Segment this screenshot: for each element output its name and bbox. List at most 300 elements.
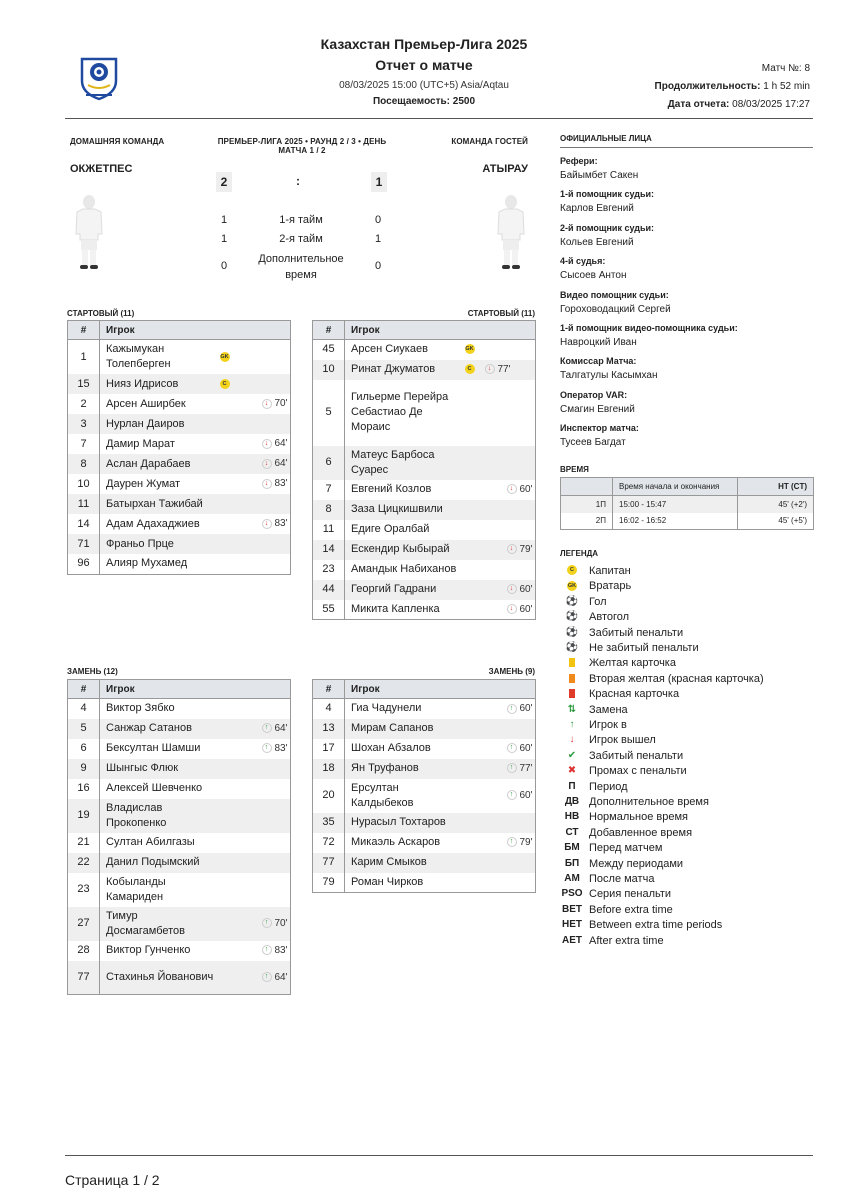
match-number: Матч №: 8: [761, 63, 810, 74]
player-out-icon: ↓: [507, 584, 517, 594]
player-row: [313, 360, 536, 380]
player-name: Гильерме Перейра Себастиао Де Мораис: [351, 391, 449, 433]
legend-text: Вторая желтая (красная карточка): [589, 672, 764, 685]
official-name: Карлов Евгений: [560, 203, 634, 215]
player-number: 5: [68, 719, 100, 739]
official-role: Видео помощник судьи:: [560, 289, 669, 300]
player-events: [218, 514, 291, 534]
player-number: 7: [68, 434, 100, 454]
legend-abbr: БМ: [564, 842, 580, 854]
official-name: Сысоев Антон: [560, 270, 627, 282]
player-row: [313, 739, 536, 759]
player-name: Стахинья Йованович: [100, 961, 218, 995]
penalty-scored-icon: ⚽: [565, 626, 579, 638]
player-events: [463, 520, 536, 540]
official-role: Оператор VAR:: [560, 389, 628, 400]
legend-text: Перед матчем: [589, 842, 663, 855]
player-name: Владислав Прокопенко: [100, 799, 218, 833]
time-period: 1П: [561, 496, 613, 513]
player-row: [68, 454, 291, 474]
player-name: Нурасыл Тохтаров: [345, 813, 463, 833]
player-events: [463, 873, 536, 893]
sub-minute: 83': [274, 478, 288, 490]
player-number: 16: [68, 779, 100, 799]
legend-text: Между периодами: [589, 857, 684, 870]
player-row: [313, 580, 536, 600]
legend-text: Вратарь: [589, 580, 632, 593]
page-number: Страница 1 / 2: [65, 1172, 160, 1188]
player-row: [68, 907, 291, 941]
time-title: ВРЕМЯ: [560, 465, 589, 474]
player-in-icon: ↑: [262, 743, 272, 753]
sub-minute: 64': [274, 971, 288, 983]
player-events: [463, 779, 536, 813]
player-row: [313, 719, 536, 739]
home-half2: 1: [220, 233, 228, 245]
time-period: 2П: [561, 513, 613, 530]
player-events: [218, 873, 291, 907]
player-name: Мирам Сапанов: [345, 719, 463, 739]
player-row: [313, 540, 536, 560]
sub-minute: 83': [274, 944, 288, 956]
player-name: Аслан Дарабаев: [100, 454, 218, 474]
legend-text: Промах с пенальти: [589, 765, 687, 778]
player-row: [68, 799, 291, 833]
goalkeeper-icon: [560, 579, 584, 593]
player-row: [313, 833, 536, 853]
player-in-icon: ↑: [262, 972, 272, 982]
player-out-icon: ↓: [507, 484, 517, 494]
player-events: [218, 759, 291, 779]
away-half2: 1: [374, 233, 382, 245]
player-events: [463, 540, 536, 560]
player-number: 4: [68, 699, 100, 719]
player-events: [463, 500, 536, 520]
player-events: [218, 799, 291, 833]
player-row: [313, 380, 536, 446]
sub-minute: 79': [519, 543, 533, 555]
player-name: Виктор Зябко: [106, 702, 175, 715]
player-number: 7: [313, 480, 345, 500]
time-table: [560, 477, 814, 530]
player-number: 23: [68, 873, 100, 907]
player-number: 5: [313, 380, 345, 446]
official-name: Навроцкий Иван: [560, 337, 637, 348]
home-team-label: ДОМАШНЯЯ КОМАНДА: [70, 137, 165, 146]
player-row: [313, 560, 536, 580]
official-name: Кольев Евгений: [560, 236, 634, 248]
legend-text: Замена: [589, 703, 628, 716]
player-row: [68, 873, 291, 907]
player-number: 35: [313, 813, 345, 833]
sub-minute: 60': [519, 483, 533, 495]
goalkeeper-icon: GK: [220, 353, 229, 360]
player-name: Арсен Сиукаев: [351, 343, 428, 356]
legend-abbr: БП: [564, 857, 580, 869]
player-in-icon: ↑: [262, 945, 272, 955]
official-name: Байымбет Сакен: [560, 170, 639, 181]
player-events: [218, 699, 291, 719]
table-header: [313, 680, 536, 699]
sub-minute: 83': [274, 742, 288, 754]
player-out-icon: ↓: [485, 364, 495, 374]
player-events: [218, 434, 291, 454]
away-team-label: КОМАНДА ГОСТЕЙ: [451, 137, 528, 146]
player-row: [313, 500, 536, 520]
table-header: [313, 321, 536, 340]
sub-minute: 70': [274, 398, 288, 410]
player-in-icon: ↑: [569, 719, 575, 730]
legend-text: Игрок в: [589, 719, 627, 731]
time-col-period: [561, 478, 613, 496]
header-divider: [65, 118, 813, 119]
col-num: #: [68, 321, 100, 340]
away-starting-table: [312, 320, 536, 620]
attendance: Посещаемость: 2500: [372, 96, 476, 107]
player-number: 10: [68, 474, 100, 494]
sub-minute: 60': [519, 703, 533, 715]
legend-abbr: ДВ: [564, 796, 580, 807]
player-number: 71: [68, 534, 100, 554]
sub-minute: 64': [274, 722, 288, 734]
player-row: [68, 494, 291, 514]
officials-title: ОФИЦИАЛЬНЫЕ ЛИЦА: [560, 134, 652, 143]
col-player: Игрок: [100, 680, 291, 699]
player-number: 9: [68, 759, 100, 779]
player-row: [313, 340, 536, 360]
player-number: 8: [313, 500, 345, 520]
player-number: 44: [313, 580, 345, 600]
home-score: 2: [216, 172, 232, 192]
legend-text: Забитый пенальти: [589, 626, 684, 639]
sub-minute: 83': [274, 518, 288, 530]
away-subs-label: ЗАМЕНЬ (9): [488, 667, 535, 676]
league-title: Казахстан Премьер-Лига 2025: [320, 36, 528, 52]
player-events: [218, 833, 291, 853]
legend-text: Дополнительное время: [589, 796, 709, 808]
legend-text: Желтая карточка: [589, 657, 676, 670]
player-row: [68, 759, 291, 779]
player-row: [68, 474, 291, 494]
player-row: [68, 394, 291, 414]
player-events: [218, 340, 291, 375]
player-events: [218, 494, 291, 514]
player-name: Данил Подымский: [100, 853, 218, 873]
player-row: [68, 374, 291, 394]
player-events: [218, 474, 291, 494]
player-row: [68, 554, 291, 574]
legend-abbr: HET: [562, 919, 582, 931]
player-name: Дамир Марат: [106, 437, 175, 450]
sub-minute: 77': [519, 762, 533, 774]
sub-minute: 64': [274, 438, 288, 450]
player-events: [218, 853, 291, 873]
player-out-icon: ↓: [262, 439, 272, 449]
sub-minute: 60': [519, 789, 533, 801]
sub-minute: 60': [519, 742, 533, 754]
player-events: [463, 600, 536, 620]
second-yellow-icon: [560, 672, 584, 686]
player-number: 55: [313, 600, 345, 620]
player-events: [463, 360, 536, 380]
player-name: Ринат Джуматов: [345, 360, 463, 380]
time-range: 15:00 - 15:47: [613, 496, 738, 513]
away-score: 1: [371, 172, 387, 192]
player-events: [463, 480, 536, 500]
legend-text: Добавленное время: [589, 826, 693, 839]
home-team-name: ОКЖЕТПЕС: [70, 163, 133, 175]
player-in-icon: ↑: [507, 763, 517, 773]
substitution-icon: ⇅: [567, 703, 577, 715]
player-name: Кобыланды Камариден: [106, 875, 166, 903]
legend-text: Капитан: [589, 565, 631, 577]
player-number: 8: [68, 454, 100, 474]
player-out-icon: ↓: [262, 479, 272, 489]
player-events: [463, 699, 536, 719]
player-number: 3: [68, 414, 100, 434]
player-number: 13: [313, 719, 345, 739]
away-team-name: АТЫРАУ: [482, 163, 528, 175]
time-ht: 45' (+2'): [738, 496, 814, 513]
player-events: [463, 739, 536, 759]
player-number: 72: [313, 833, 345, 853]
footer-divider: [65, 1155, 813, 1156]
away-subs-table: [312, 679, 536, 893]
match-duration: Продолжительность: 1 h 52 min: [654, 81, 810, 92]
player-events: [463, 340, 536, 360]
official-name: Талгатулы Касымхан: [560, 370, 658, 382]
yellow-card-icon: [560, 656, 584, 670]
player-events: [463, 560, 536, 580]
player-in-icon: ↑: [507, 837, 517, 847]
player-number: 77: [68, 961, 100, 995]
col-num: #: [313, 321, 345, 340]
player-number: 14: [68, 514, 100, 534]
home-subs-label: ЗАМЕНЬ (12): [67, 667, 118, 676]
half1-label: 1-я тайм: [279, 214, 323, 226]
col-num: #: [313, 680, 345, 699]
time-row: [561, 496, 814, 513]
player-events: [218, 719, 291, 739]
player-name: Едиге Оралбай: [351, 523, 430, 535]
player-name: Заза Цицкишвили: [345, 500, 463, 520]
player-events: [463, 759, 536, 779]
player-number: 96: [68, 554, 100, 574]
player-number: 14: [313, 540, 345, 560]
home-extra: 0: [220, 260, 228, 272]
table-header: [68, 321, 291, 340]
player-events: [463, 833, 536, 853]
player-number: 10: [313, 360, 345, 380]
player-row: [68, 699, 291, 719]
player-number: 6: [313, 446, 345, 480]
player-name: Арсен Аширбек: [106, 397, 186, 410]
player-name: Нурлан Даиров: [100, 414, 218, 434]
player-name: Даурен Жумат: [106, 477, 181, 490]
player-row: [68, 853, 291, 873]
player-name: Нияз Идрисов: [100, 374, 218, 394]
player-row: [68, 514, 291, 534]
player-out-icon: ↓: [262, 459, 272, 469]
player-name: Микаэль Аскаров: [351, 836, 441, 848]
player-events: [218, 907, 291, 941]
legend-text: Серия пенальти: [589, 888, 672, 901]
legend-abbr: PSO: [561, 888, 583, 900]
player-name: Гиа Чадунели: [351, 702, 422, 715]
official-role: Комиссар Матча:: [560, 356, 637, 367]
player-name: Тимур Досмагамбетов: [100, 907, 218, 941]
time-col-range: Время начала и окончания: [613, 478, 738, 496]
official-name: Смагин Евгений: [560, 403, 635, 415]
player-row: [68, 739, 291, 759]
sub-minute: 60': [519, 603, 533, 615]
legend-badge: C: [567, 565, 577, 575]
player-number: 2: [68, 394, 100, 414]
player-number: 1: [68, 340, 100, 375]
official-name: Тусеев Багдат: [560, 437, 626, 449]
player-name: Кажымукан Толепберген: [106, 343, 171, 370]
score-separator: :: [296, 174, 300, 188]
player-events: [218, 779, 291, 799]
player-events: [218, 394, 291, 414]
player-out-icon: ↓: [569, 734, 575, 746]
player-name: Георгий Гадрани: [345, 580, 463, 600]
col-num: #: [68, 680, 100, 699]
legend-text: После матча: [589, 873, 655, 885]
player-events: [218, 414, 291, 434]
goalkeeper-icon: GK: [465, 346, 474, 353]
player-row: [313, 480, 536, 500]
col-player: Игрок: [345, 321, 536, 340]
player-number: 21: [68, 833, 100, 853]
legend-abbr: П: [568, 780, 576, 792]
report-date: Дата отчета: 08/03/2025 17:27: [667, 99, 810, 110]
player-row: [68, 414, 291, 434]
player-row: [313, 520, 536, 540]
player-name: Султан Абилгазы: [106, 836, 195, 848]
player-events: [463, 719, 536, 739]
player-name: Алексей Шевченко: [106, 782, 203, 794]
player-name: Адам Адахаджиев: [106, 517, 200, 530]
legend-text: Нормальное время: [589, 811, 688, 824]
player-row: [313, 779, 536, 813]
player-name: Микита Капленка: [351, 602, 440, 615]
away-kit-icon: [494, 192, 528, 272]
player-events: [218, 961, 291, 995]
player-number: 15: [68, 374, 100, 394]
player-number: 79: [313, 873, 345, 893]
officials-divider: [560, 147, 813, 148]
legend-text: Between extra time periods: [589, 919, 723, 932]
player-number: 27: [68, 907, 100, 941]
player-events: [218, 454, 291, 474]
official-role: Инспектор матча:: [560, 423, 639, 434]
time-ht: 45' (+5'): [738, 513, 814, 530]
legend-abbr: НВ: [564, 811, 580, 823]
player-number: 17: [313, 739, 345, 759]
away-half1: 0: [374, 214, 382, 226]
col-player: Игрок: [345, 680, 536, 699]
player-number: 22: [68, 853, 100, 873]
player-out-icon: ↓: [262, 399, 272, 409]
player-row: [313, 759, 536, 779]
sub-minute: 60': [519, 583, 533, 595]
legend-text: Игрок вышел: [589, 734, 656, 747]
home-starting-label: СТАРТОВЫЙ (11): [67, 309, 135, 318]
home-starting-table: [67, 320, 291, 575]
player-name: Евгений Козлов: [351, 483, 432, 495]
player-name: Амандык Набиханов: [351, 563, 457, 575]
player-events: [218, 374, 291, 394]
player-name: Ян Труфанов: [345, 759, 463, 779]
legend-abbr: АМ: [564, 873, 580, 884]
player-out-icon: ↓: [507, 544, 517, 554]
player-name: Санжар Сатанов: [100, 719, 218, 739]
official-role: Рефери:: [560, 156, 598, 166]
player-events: [218, 739, 291, 759]
legend-text: After extra time: [589, 934, 664, 947]
away-starting-label: СТАРТОВЫЙ (11): [467, 309, 535, 318]
player-name: Роман Чирков: [351, 875, 424, 888]
penalty-missed-icon: ⚽: [565, 642, 579, 653]
official-name: Гороховодацкий Сергей: [560, 303, 671, 315]
legend-abbr: СТ: [565, 826, 579, 838]
legend-text: Забитый пенальти: [589, 749, 684, 762]
player-number: 6: [68, 739, 100, 759]
player-events: [218, 554, 291, 574]
player-number: 11: [68, 494, 100, 514]
captain-icon: [560, 564, 584, 578]
sub-minute: 79': [519, 836, 533, 848]
player-number: 18: [313, 759, 345, 779]
player-row: [313, 699, 536, 719]
home-subs-table: [67, 679, 291, 995]
player-row: [68, 961, 291, 995]
player-row: [68, 719, 291, 739]
away-extra: 0: [374, 260, 382, 272]
captain-icon: C: [465, 364, 475, 374]
legend-badge: GK: [567, 582, 577, 589]
player-name: Ерсултан Калдыбеков: [351, 781, 414, 809]
player-number: 23: [313, 560, 345, 580]
legend-text: Гол: [589, 595, 607, 608]
player-row: [68, 340, 291, 375]
sub-minute: 77': [497, 363, 511, 375]
legend-text: Before extra time: [589, 903, 673, 916]
player-number: 19: [68, 799, 100, 833]
player-row: [313, 873, 536, 893]
goal-icon: ⚽: [565, 595, 579, 607]
player-events: [463, 853, 536, 873]
player-name: Франьо Прце: [100, 534, 218, 554]
official-role: 1-й помощник видео-помощника судьи:: [560, 323, 738, 333]
official-role: 4-й судья:: [560, 256, 606, 267]
player-in-icon: ↑: [262, 723, 272, 733]
legend-text: Автогол: [589, 611, 630, 624]
player-row: [68, 534, 291, 554]
sub-minute: 70': [274, 917, 288, 929]
player-row: [68, 941, 291, 961]
player-out-icon: ↓: [507, 604, 517, 614]
player-in-icon: ↑: [507, 743, 517, 753]
player-in-icon: ↑: [507, 790, 517, 800]
legend-text: Период: [589, 780, 628, 793]
player-row: [313, 853, 536, 873]
player-row: [68, 779, 291, 799]
time-range: 16:02 - 16:52: [619, 516, 667, 526]
time-col-ht: HT (CT): [738, 478, 814, 496]
half2-label: 2-я тайм: [279, 233, 323, 245]
